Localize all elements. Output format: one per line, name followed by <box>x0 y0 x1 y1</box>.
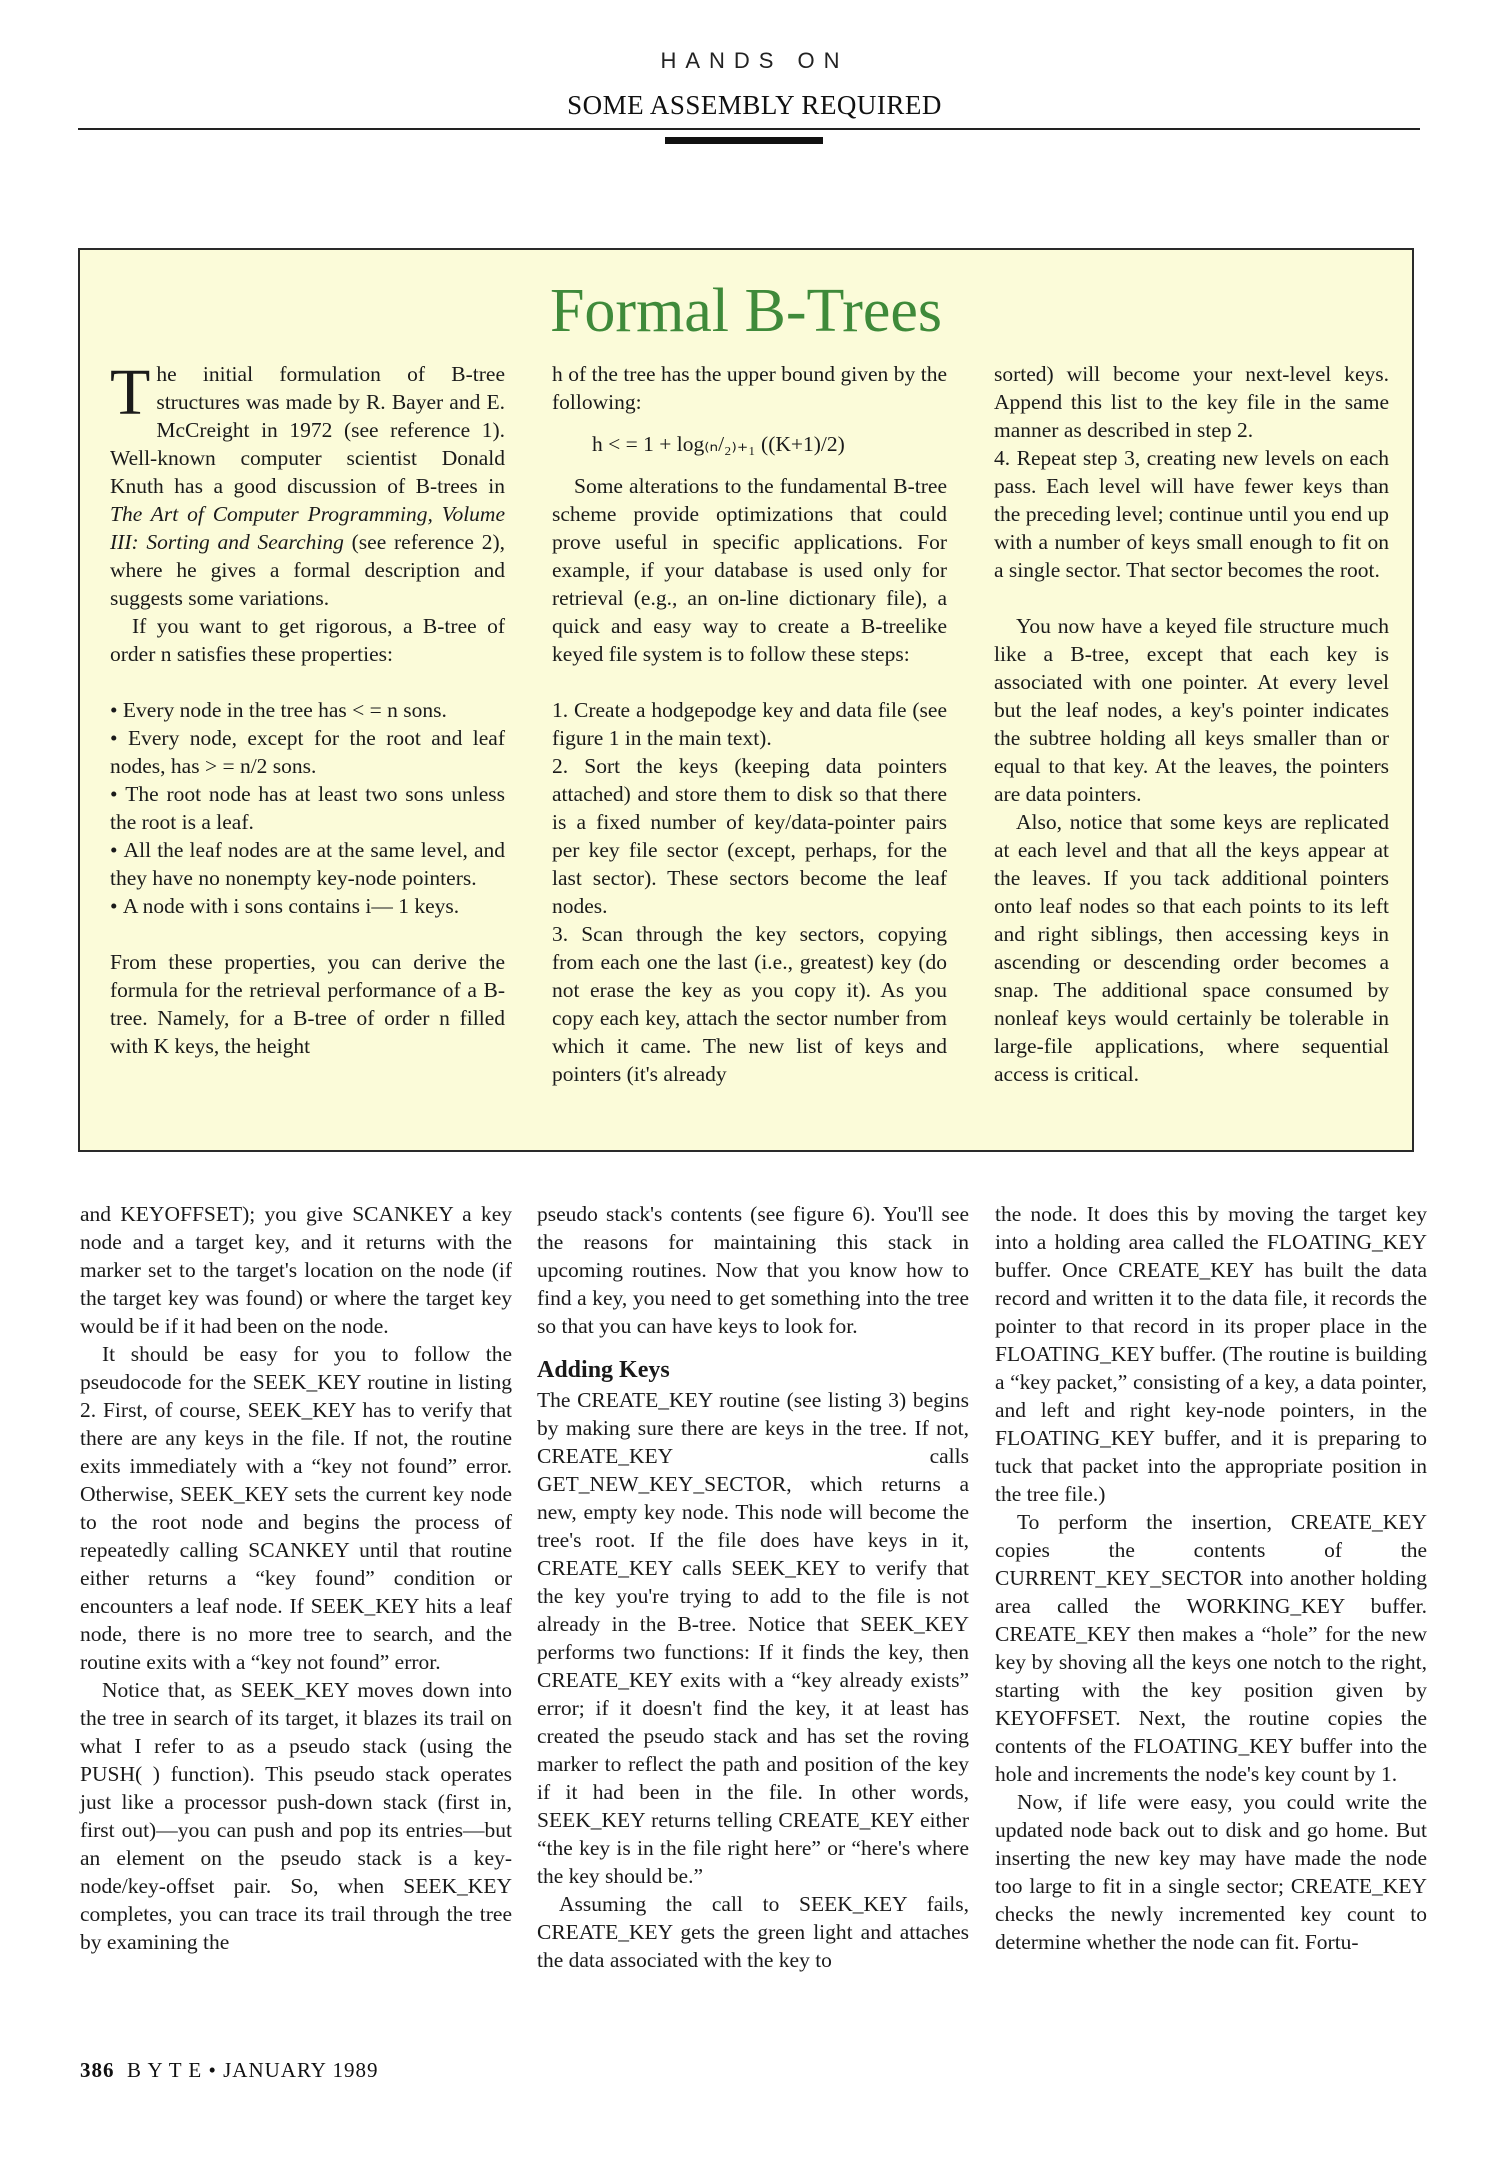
body-paragraph: the node. It does this by moving the target key into a holding area called the FLOATING_KEY buffer. Once CREATE_KEY has built the data record and written it to the data file, it records the pointer to that record in its proper place in the FLOATING_KEY buffer. (The routine is building a “key packet,” consisting of a key, a data pointer, and left and right key-node pointers, in the FLOATING_KEY buffer, and it is preparing to tuck that packet into the appropriate position in the tree file.) <box>995 1202 1427 1506</box>
sidebar-column-2 <box>552 360 947 1088</box>
sidebar-paragraph: From these properties, you can derive the formula for the retrieval performance of a B-tree. Namely, for a B-tree of order n filled with K keys, the height <box>110 950 505 1058</box>
body-paragraph: Assuming the call to SEEK_KEY fails, CREATE_KEY gets the green light and attaches the data associated with the key to <box>537 1892 969 1972</box>
drop-cap: T <box>110 356 151 429</box>
book-title: The Art of Computer Programming, Volume III: Sorting and Searching <box>110 502 505 554</box>
property-bullet: • Every node in the tree has < = n sons. <box>110 696 505 724</box>
sidebar-title: Formal B-Trees <box>549 277 943 345</box>
footer-separator: • <box>208 2058 217 2082</box>
page-footer <box>80 2058 378 2083</box>
step-item: 4. Repeat step 3, creating new levels on each pass. Each level will have fewer keys than the preceding level; continue until you end up with a number of keys small enough to fit on a single sector. That sector becomes the root. <box>994 446 1389 582</box>
body-paragraph: To perform the insertion, CREATE_KEY copies the contents of the CURRENT_KEY_SECTOR into another holding area called the WORKING_KEY buffer. CREATE_KEY then makes a “hole” for the new key by shoving all the keys one notch to the right, starting with the key position given by KEYOFFSET. Next, the routine copies the contents of the FLOATING_KEY buffer into the hole and increments the node's key count by 1. <box>995 1510 1427 1786</box>
property-bullet: • The root node has at least two sons unless the root is a leaf. <box>110 780 505 836</box>
step-item: 2. Sort the keys (keeping data pointers attached) and store them to disk so that there is a fixed number of key/data-pointer pairs per key file sector (except, perhaps, for the last sector). These sectors become the leaf nodes. <box>552 754 947 918</box>
sidebar-box <box>78 248 1414 1152</box>
subheading: Adding Keys <box>537 1357 670 1383</box>
sidebar-paragraph: You now have a keyed file structure much like a B-tree, except that each key is associated with one pointer. At every level but the leaf nodes, a key's pointer indicates the subtree holding all keys smaller than or equal to that key. At the leaves, the pointers are data pointers. <box>994 614 1389 806</box>
body-paragraph: It should be easy for you to follow the pseudocode for the SEEK_KEY routine in listing 2. First, of course, SEEK_KEY has to verify that there are any keys in the file. If not, the routine exits immediately with a “key not found” error. Otherwise, SEEK_KEY sets the current key node to the root node and begins the process of repeatedly calling SCANKEY until that routine either returns a “key found” condition or encounters a leaf node. If SEEK_KEY hits a leaf node, there is no more tree to search, and the routine exits with a “key not found” error. <box>80 1342 512 1674</box>
property-bullet: • All the leaf nodes are at the same level, and they have no nonempty key-node pointers. <box>110 836 505 892</box>
sidebar-paragraph: h of the tree has the upper bound given by the following: <box>552 362 947 414</box>
body-paragraph: Now, if life were easy, you could write the updated node back out to disk and go home. But inserting the new key may have made the node too large to fit in a single sector; CREATE_KEY checks the newly incremented key count to determine whether the node can fit. Fortu- <box>995 1790 1427 1954</box>
sidebar-column-3 <box>994 360 1389 1088</box>
body-paragraph: pseudo stack's contents (see figure 6). You'll see the reasons for maintaining this stack in upcoming routines. Now that you know how to find a key, you need to get something into the tree so that you can have keys to look for. <box>537 1202 969 1338</box>
sidebar-paragraph: Some alterations to the fundamental B-tree scheme provide optimizations that could prove useful in specific applications. For example, if your database is used only for retrieval (e.g., an on-line dictionary file), a quick and easy way to create a B-treelike keyed file system is to follow these steps: <box>552 474 947 666</box>
sidebar-column-1 <box>110 356 505 1060</box>
sidebar-paragraph: sorted) will become your next-level keys. Append this list to the key file in the same manner as described in step 2. <box>994 362 1389 442</box>
main-column-1 <box>80 1200 512 1956</box>
issue-date: JANUARY 1989 <box>223 2058 379 2082</box>
section-title: SOME ASSEMBLY REQUIRED <box>567 90 942 120</box>
main-column-3 <box>995 1200 1427 1956</box>
property-bullet: • A node with i sons contains i— 1 keys. <box>110 892 505 920</box>
step-item: 3. Scan through the key sectors, copying from each one the last (i.e., greatest) key (do not erase the key as you copy it). As you copy each key, attach the sector number from which it came. The new list of keys and pointers (it's already <box>552 922 947 1086</box>
body-paragraph: and KEYOFFSET); you give SCANKEY a key node and a target key, and it returns with the marker set to the target's location on the node (if the target key was found) or where the target key would be if it had been on the node. <box>80 1202 512 1338</box>
body-paragraph: Notice that, as SEEK_KEY moves down into the tree in search of its target, it blazes its trail on what I refer to as a pseudo stack (using the PUSH( ) function). This pseudo stack operates just like a processor push-down stack (first in, first out)—you can push and pop its entries—but an element on the pseudo stack is a key-node/key-offset pair. So, when SEEK_KEY completes, you can trace its trail through the tree by examining the <box>80 1678 512 1954</box>
sidebar-intro: The initial formulation of B-tree structures was made by R. Bayer and E. McCreight in 1972 (see reference 1). Well-known computer scientist Donald Knuth has a good discussion of B-trees in The Art of Computer Programming, Volume III: Sorting and Searching (see reference 2), where he gives a formal description and suggests some variations. <box>110 356 505 610</box>
sidebar-paragraph: If you want to get rigorous, a B-tree of order n satisfies these properties: <box>110 614 505 666</box>
step-item: 1. Create a hodgepodge key and data file (see figure 1 in the main text). <box>552 698 947 750</box>
magazine-name: B Y T E <box>127 2058 203 2082</box>
header-rule-accent <box>665 137 823 144</box>
height-formula: h < = 1 + log₍ₙ/₂₎₊₁ ((K+1)/2) <box>592 432 845 456</box>
section-label: HANDS ON <box>660 48 849 73</box>
header-rule <box>78 128 1420 130</box>
sidebar-paragraph: Also, notice that some keys are replicated at each level and that all the keys appear at the leaves. If you tack additional pointers onto leaf nodes so that each points to its left and right siblings, then accessing keys in ascending or descending order becomes a snap. The additional space consumed by nonleaf keys would certainly be tolerable in large-file applications, where sequential access is critical. <box>994 810 1389 1086</box>
property-bullet: • Every node, except for the root and leaf nodes, has > = n/2 sons. <box>110 724 505 780</box>
page-number: 386 <box>80 2058 115 2082</box>
body-paragraph: The CREATE_KEY routine (see listing 3) begins by making sure there are keys in the tree. If not, CREATE_KEY calls GET_NEW_KEY_SECTOR, which returns a new, empty key node. This node will become the tree's root. If the file does have keys in it, CREATE_KEY calls SEEK_KEY to verify that the key you're trying to add to the file is not already in the B-tree. Notice that SEEK_KEY performs two functions: If it finds the key, then CREATE_KEY exits with a “key already exists” error; if it doesn't find the key, it at least has created the pseudo stack and has set the roving marker to reflect the path and position of the key if it had been in the file. In other words, SEEK_KEY returns telling CREATE_KEY either “the key is in the file right here” or “here's where the key should be.” <box>537 1388 969 1888</box>
main-column-2 <box>537 1200 969 1974</box>
